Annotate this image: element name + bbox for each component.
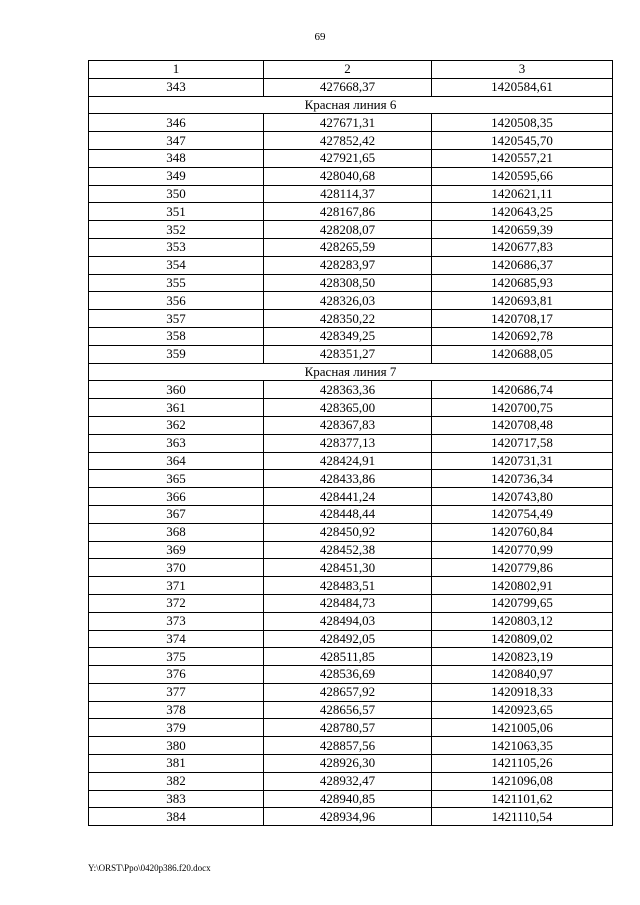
table-row	[89, 78, 613, 96]
header-cell-col-1: 1	[89, 61, 264, 79]
y-coordinate-cell: 1420736,34	[432, 470, 613, 488]
point-number-cell: 383	[89, 790, 264, 808]
x-coordinate-cell: 428484,73	[264, 594, 432, 612]
x-coordinate-cell: 428940,85	[264, 790, 432, 808]
y-coordinate-cell: 1420840,97	[432, 666, 613, 684]
footer-file-path: Y:\ORST\Ppo\0420p386.f20.docx	[88, 863, 211, 873]
point-number-cell: 354	[89, 256, 264, 274]
table-row	[89, 683, 613, 701]
x-coordinate-cell: 428441,24	[264, 488, 432, 506]
x-coordinate-cell: 428934,96	[264, 808, 432, 826]
table-row	[89, 559, 613, 577]
y-coordinate-cell: 1420621,11	[432, 185, 613, 203]
y-coordinate-cell: 1420799,65	[432, 594, 613, 612]
table-row	[89, 488, 613, 506]
table-row	[89, 452, 613, 470]
point-number-cell: 360	[89, 381, 264, 399]
y-coordinate-cell: 1421105,26	[432, 755, 613, 773]
coordinates-table-body	[89, 61, 613, 826]
x-coordinate-cell: 428451,30	[264, 559, 432, 577]
table-row	[89, 132, 613, 150]
table-row	[89, 737, 613, 755]
x-coordinate-cell: 428492,05	[264, 630, 432, 648]
x-coordinate-cell: 428040,68	[264, 167, 432, 185]
table-header-row	[89, 61, 613, 79]
point-number-cell: 350	[89, 185, 264, 203]
section-label: Красная линия 6	[89, 96, 613, 114]
table-row	[89, 701, 613, 719]
x-coordinate-cell: 428308,50	[264, 274, 432, 292]
point-number-cell: 381	[89, 755, 264, 773]
y-coordinate-cell: 1421096,08	[432, 772, 613, 790]
x-coordinate-cell: 428932,47	[264, 772, 432, 790]
y-coordinate-cell: 1420708,48	[432, 416, 613, 434]
y-coordinate-cell: 1420595,66	[432, 167, 613, 185]
x-coordinate-cell: 428452,38	[264, 541, 432, 559]
point-number-cell: 379	[89, 719, 264, 737]
y-coordinate-cell: 1420802,91	[432, 577, 613, 595]
point-number-cell: 343	[89, 78, 264, 96]
x-coordinate-cell: 428365,00	[264, 399, 432, 417]
x-coordinate-cell: 428483,51	[264, 577, 432, 595]
point-number-cell: 346	[89, 114, 264, 132]
x-coordinate-cell: 428511,85	[264, 648, 432, 666]
table-row	[89, 630, 613, 648]
y-coordinate-cell: 1420557,21	[432, 149, 613, 167]
table-row	[89, 755, 613, 773]
x-coordinate-cell: 428656,57	[264, 701, 432, 719]
x-coordinate-cell: 428433,86	[264, 470, 432, 488]
point-number-cell: 368	[89, 523, 264, 541]
point-number-cell: 367	[89, 505, 264, 523]
x-coordinate-cell: 428857,56	[264, 737, 432, 755]
y-coordinate-cell: 1420686,37	[432, 256, 613, 274]
y-coordinate-cell: 1420918,33	[432, 683, 613, 701]
y-coordinate-cell: 1420770,99	[432, 541, 613, 559]
table-row	[89, 167, 613, 185]
y-coordinate-cell: 1420754,49	[432, 505, 613, 523]
x-coordinate-cell: 428780,57	[264, 719, 432, 737]
x-coordinate-cell: 428363,36	[264, 381, 432, 399]
y-coordinate-cell: 1420643,25	[432, 203, 613, 221]
x-coordinate-cell: 428657,92	[264, 683, 432, 701]
table-row	[89, 399, 613, 417]
table-row	[89, 327, 613, 345]
x-coordinate-cell: 428494,03	[264, 612, 432, 630]
point-number-cell: 372	[89, 594, 264, 612]
table-row	[89, 238, 613, 256]
point-number-cell: 359	[89, 345, 264, 363]
table-row	[89, 416, 613, 434]
y-coordinate-cell: 1420584,61	[432, 78, 613, 96]
section-row	[89, 363, 613, 381]
table-row	[89, 541, 613, 559]
x-coordinate-cell: 428167,86	[264, 203, 432, 221]
y-coordinate-cell: 1420923,65	[432, 701, 613, 719]
x-coordinate-cell: 427671,31	[264, 114, 432, 132]
x-coordinate-cell: 427668,37	[264, 78, 432, 96]
x-coordinate-cell: 428536,69	[264, 666, 432, 684]
point-number-cell: 362	[89, 416, 264, 434]
point-number-cell: 363	[89, 434, 264, 452]
x-coordinate-cell: 428367,83	[264, 416, 432, 434]
point-number-cell: 366	[89, 488, 264, 506]
table-row	[89, 274, 613, 292]
table-row	[89, 381, 613, 399]
table-row	[89, 808, 613, 826]
y-coordinate-cell: 1420688,05	[432, 345, 613, 363]
point-number-cell: 371	[89, 577, 264, 595]
x-coordinate-cell: 428208,07	[264, 221, 432, 239]
y-coordinate-cell: 1421005,06	[432, 719, 613, 737]
x-coordinate-cell: 428450,92	[264, 523, 432, 541]
x-coordinate-cell: 427921,65	[264, 149, 432, 167]
point-number-cell: 356	[89, 292, 264, 310]
point-number-cell: 351	[89, 203, 264, 221]
y-coordinate-cell: 1420685,93	[432, 274, 613, 292]
table-row	[89, 790, 613, 808]
point-number-cell: 377	[89, 683, 264, 701]
point-number-cell: 349	[89, 167, 264, 185]
table-row	[89, 114, 613, 132]
y-coordinate-cell: 1421063,35	[432, 737, 613, 755]
point-number-cell: 347	[89, 132, 264, 150]
section-row	[89, 96, 613, 114]
point-number-cell: 374	[89, 630, 264, 648]
table-row	[89, 719, 613, 737]
x-coordinate-cell: 428424,91	[264, 452, 432, 470]
point-number-cell: 348	[89, 149, 264, 167]
table-row	[89, 203, 613, 221]
y-coordinate-cell: 1420692,78	[432, 327, 613, 345]
x-coordinate-cell: 427852,42	[264, 132, 432, 150]
table-row	[89, 594, 613, 612]
point-number-cell: 352	[89, 221, 264, 239]
table-row	[89, 577, 613, 595]
page-number: 69	[314, 31, 326, 43]
point-number-cell: 369	[89, 541, 264, 559]
y-coordinate-cell: 1420743,80	[432, 488, 613, 506]
x-coordinate-cell: 428283,97	[264, 256, 432, 274]
point-number-cell: 370	[89, 559, 264, 577]
point-number-cell: 365	[89, 470, 264, 488]
table-row	[89, 523, 613, 541]
x-coordinate-cell: 428265,59	[264, 238, 432, 256]
table-row	[89, 310, 613, 328]
table-row	[89, 434, 613, 452]
table-row	[89, 256, 613, 274]
point-number-cell: 361	[89, 399, 264, 417]
point-number-cell: 364	[89, 452, 264, 470]
table-row	[89, 648, 613, 666]
y-coordinate-cell: 1420686,74	[432, 381, 613, 399]
table-row	[89, 505, 613, 523]
point-number-cell: 355	[89, 274, 264, 292]
table-row	[89, 221, 613, 239]
y-coordinate-cell: 1420659,39	[432, 221, 613, 239]
x-coordinate-cell: 428350,22	[264, 310, 432, 328]
point-number-cell: 378	[89, 701, 264, 719]
point-number-cell: 353	[89, 238, 264, 256]
point-number-cell: 382	[89, 772, 264, 790]
table-row	[89, 612, 613, 630]
y-coordinate-cell: 1420708,17	[432, 310, 613, 328]
y-coordinate-cell: 1420717,58	[432, 434, 613, 452]
header-cell-col-3: 3	[432, 61, 613, 79]
section-label: Красная линия 7	[89, 363, 613, 381]
table-row	[89, 149, 613, 167]
y-coordinate-cell: 1421110,54	[432, 808, 613, 826]
point-number-cell: 375	[89, 648, 264, 666]
point-number-cell: 358	[89, 327, 264, 345]
x-coordinate-cell: 428114,37	[264, 185, 432, 203]
y-coordinate-cell: 1420731,31	[432, 452, 613, 470]
point-number-cell: 373	[89, 612, 264, 630]
table-row	[89, 470, 613, 488]
point-number-cell: 376	[89, 666, 264, 684]
x-coordinate-cell: 428377,13	[264, 434, 432, 452]
point-number-cell: 357	[89, 310, 264, 328]
table-row	[89, 292, 613, 310]
x-coordinate-cell: 428926,30	[264, 755, 432, 773]
y-coordinate-cell: 1420508,35	[432, 114, 613, 132]
y-coordinate-cell: 1420803,12	[432, 612, 613, 630]
table-row	[89, 772, 613, 790]
table-row	[89, 345, 613, 363]
table-row	[89, 185, 613, 203]
x-coordinate-cell: 428349,25	[264, 327, 432, 345]
x-coordinate-cell: 428351,27	[264, 345, 432, 363]
y-coordinate-cell: 1420545,70	[432, 132, 613, 150]
point-number-cell: 384	[89, 808, 264, 826]
y-coordinate-cell: 1420693,81	[432, 292, 613, 310]
header-cell-col-2: 2	[264, 61, 432, 79]
coordinates-table	[88, 60, 613, 826]
y-coordinate-cell: 1420823,19	[432, 648, 613, 666]
point-number-cell: 380	[89, 737, 264, 755]
x-coordinate-cell: 428326,03	[264, 292, 432, 310]
y-coordinate-cell: 1421101,62	[432, 790, 613, 808]
y-coordinate-cell: 1420779,86	[432, 559, 613, 577]
y-coordinate-cell: 1420700,75	[432, 399, 613, 417]
x-coordinate-cell: 428448,44	[264, 505, 432, 523]
y-coordinate-cell: 1420760,84	[432, 523, 613, 541]
y-coordinate-cell: 1420809,02	[432, 630, 613, 648]
table-row	[89, 666, 613, 684]
y-coordinate-cell: 1420677,83	[432, 238, 613, 256]
